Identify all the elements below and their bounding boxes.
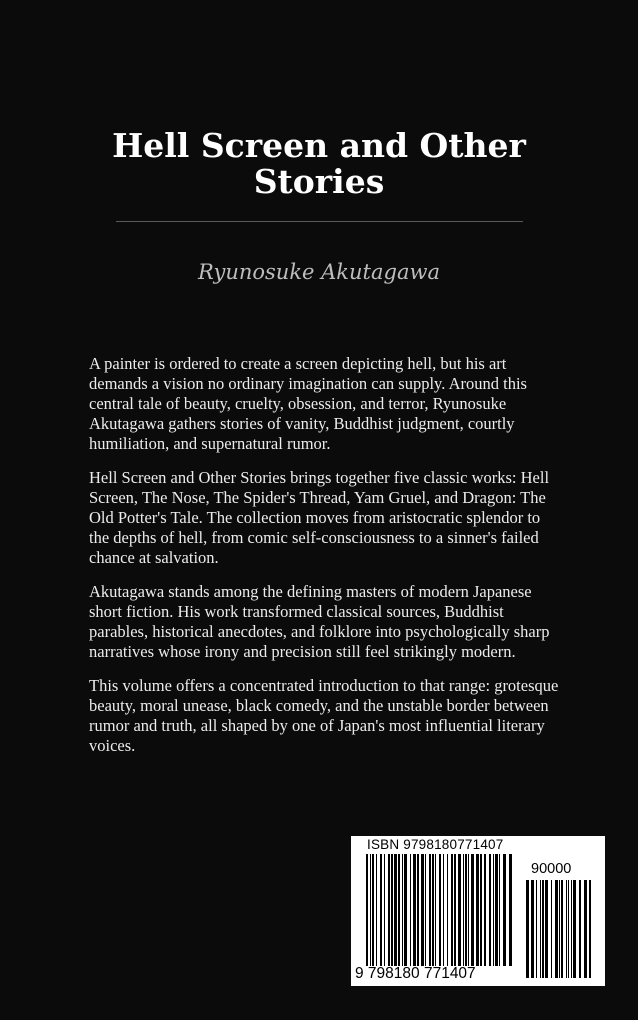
barcode-box — [351, 836, 605, 986]
barcode-bar — [421, 854, 424, 966]
barcode-bar — [402, 854, 403, 966]
barcode-bar — [531, 880, 534, 978]
barcode-bar — [540, 880, 541, 978]
blurb-paragraph: This volume offers a concentrated introduction to that range: grotesque beauty, moral unease, black comedy, and the unstable border between rumor and truth, all shaped by one of Japan's most influential literary voices. — [89, 676, 559, 755]
barcode-bar — [545, 880, 548, 978]
barcode-bar — [458, 854, 461, 966]
barcode-bar — [579, 880, 581, 978]
book-title: Hell Screen and Other Stories — [112, 126, 526, 201]
price-code: 90000 — [531, 861, 572, 877]
title-divider — [116, 221, 523, 222]
barcode-bar — [398, 854, 400, 966]
barcode-bar — [391, 854, 393, 966]
barcode-bar — [484, 854, 486, 966]
blurb — [89, 354, 559, 770]
barcode-bar — [571, 880, 572, 978]
barcode-bar — [388, 854, 390, 966]
barcode-bar — [489, 854, 491, 966]
barcode-bar — [463, 854, 464, 966]
barcode-bar — [454, 854, 456, 966]
barcode-bar — [425, 854, 426, 966]
barcode-bar — [443, 854, 444, 966]
addon-barcode-bars — [526, 880, 591, 978]
barcode-bar — [404, 854, 407, 966]
barcode-bar — [536, 880, 537, 978]
barcode-bar — [493, 854, 494, 966]
barcode-bar — [380, 854, 382, 966]
barcode-bar — [384, 854, 385, 966]
barcode-bar — [555, 880, 558, 978]
barcode-bar — [542, 880, 544, 978]
barcode-bar — [503, 854, 506, 966]
barcode-bar — [417, 854, 419, 966]
barcode-bar — [566, 880, 567, 978]
barcode-bar — [526, 880, 529, 978]
barcode-bar — [551, 880, 552, 978]
barcode-bar — [372, 854, 374, 966]
barcode-bar — [376, 854, 377, 966]
barcode-bar — [432, 854, 434, 966]
barcode-bar — [471, 854, 474, 966]
barcode-bar — [476, 854, 479, 966]
barcode-bar — [568, 880, 569, 978]
barcode-bar — [584, 880, 587, 978]
barcode-bar — [410, 854, 411, 966]
barcode-bar — [499, 854, 500, 966]
barcode-bar — [465, 854, 467, 966]
barcode-bar — [573, 880, 576, 978]
isbn-label: ISBN 9798180771407 — [367, 837, 504, 852]
barcode-bar — [559, 880, 560, 978]
barcode-bar — [394, 854, 397, 966]
barcode-bar — [451, 854, 453, 966]
barcode-bar — [439, 854, 441, 966]
barcode-bar — [370, 854, 371, 966]
barcode-bar — [429, 854, 431, 966]
barcode-bar — [495, 854, 498, 966]
ean-barcode-bars — [366, 854, 512, 966]
barcode-bar — [413, 854, 416, 966]
barcode-bar — [435, 854, 436, 966]
barcode-bar — [509, 854, 512, 966]
barcode-bar — [561, 880, 563, 978]
barcode-icon — [351, 836, 605, 986]
barcode-bar — [589, 880, 591, 978]
blurb-paragraph: Akutagawa stands among the defining masters of modern Japanese short fiction. His work transformed classical sources, Buddhist parables, historical anecdotes, and folklore into psychologically sharp narratives whose irony and precision still feel strikingly modern. — [89, 582, 550, 661]
blurb-paragraph: A painter is ordered to create a screen depicting hell, but his art demands a vision no ordinary imagination can supply. Around this central tale of beauty, cruelty, obsession, and terror, Ryunosuke Akutagawa gathers stories of vanity, Buddhist judgment, courtly humiliation, and supernatural rumor. — [89, 354, 527, 453]
barcode-bar — [447, 854, 448, 966]
ean-digits: 9 798180 771407 — [355, 965, 476, 982]
barcode-bar — [468, 854, 469, 966]
author-name: Ryunosuke Akutagawa — [198, 260, 440, 284]
barcode-bar — [366, 854, 368, 966]
blurb-paragraph: Hell Screen and Other Stories brings together five classic works: Hell Screen, The Nose, The Spider's Thread, Yam Gruel, and Dragon: The Old Potter's Tale. The collection moves from aristocratic splendor to the depths of hell, from comic self-consciousness to a sinner's failed chance at salvation. — [89, 468, 550, 567]
barcode-bar — [480, 854, 482, 966]
